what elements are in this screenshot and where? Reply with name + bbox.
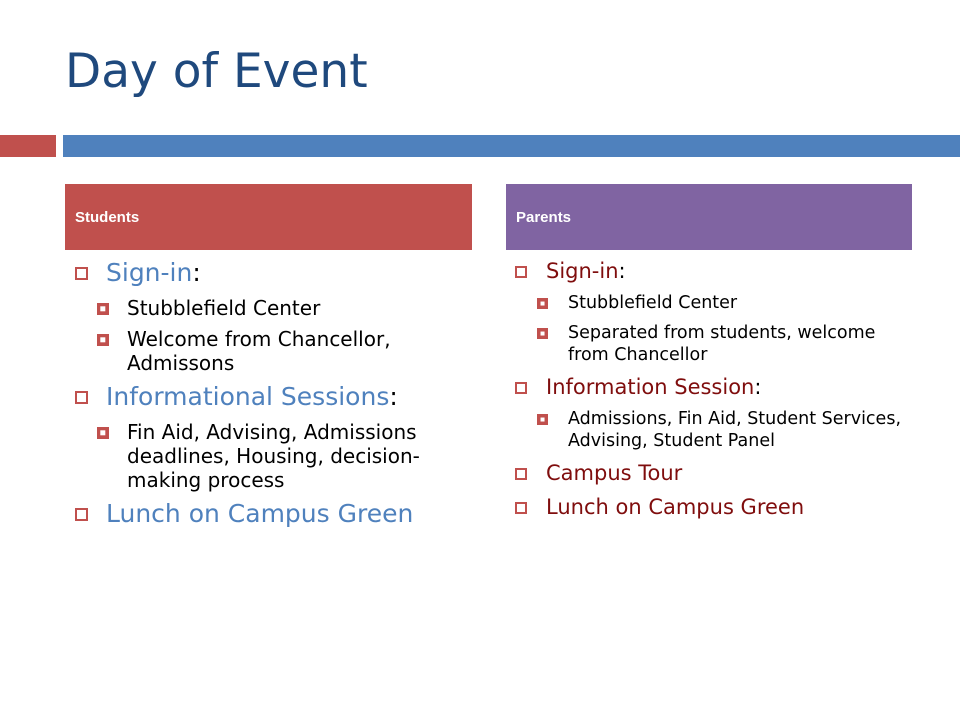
hollow-square-bullet-icon (515, 382, 527, 394)
hollow-square-bullet-icon (515, 468, 527, 480)
item-label: Informational Sessions (106, 382, 390, 411)
filled-square-bullet-icon (537, 328, 548, 339)
item-label: Sign-in (106, 258, 193, 287)
item-label: Lunch on Campus Green (106, 499, 414, 528)
students-column (75, 258, 475, 537)
students-item-sign-in (75, 258, 475, 375)
sub-item: Stubblefield Center (568, 293, 738, 313)
students-item-lunch (75, 499, 475, 529)
students-header-label: Students (75, 208, 140, 226)
hollow-square-bullet-icon (75, 391, 88, 404)
filled-square-bullet-icon (537, 298, 548, 309)
students-header (65, 184, 472, 250)
item-colon: : (618, 259, 626, 283)
item-label: Campus Tour (546, 461, 683, 485)
item-label: Sign-in (546, 259, 619, 283)
sub-item: Fin Aid, Advising, Admissions deadlines, Housing, decision-making process (127, 420, 420, 492)
item-colon: : (754, 375, 762, 399)
parents-item-information-session (515, 374, 915, 452)
sub-item: Welcome from Chancellor, Admissons (127, 327, 391, 375)
filled-square-bullet-icon (97, 427, 109, 439)
parents-item-lunch (515, 494, 915, 520)
item-label: Lunch on Campus Green (546, 495, 805, 519)
hollow-square-bullet-icon (75, 267, 88, 280)
accent-bar-blue (63, 135, 960, 157)
item-label: Information Session (546, 375, 755, 399)
hollow-square-bullet-icon (515, 502, 527, 514)
filled-square-bullet-icon (537, 414, 548, 425)
hollow-square-bullet-icon (515, 266, 527, 278)
item-colon: : (192, 258, 201, 287)
students-item-informational-sessions (75, 382, 475, 492)
filled-square-bullet-icon (97, 303, 109, 315)
filled-square-bullet-icon (97, 334, 109, 346)
sub-item: Admissions, Fin Aid, Student Services, Advising, Student Panel (568, 409, 902, 451)
parents-column (515, 258, 915, 528)
sub-item: Stubblefield Center (127, 296, 321, 320)
slide-title: Day of Event (65, 44, 368, 99)
parents-header (506, 184, 912, 250)
parents-item-sign-in (515, 258, 915, 366)
parents-item-campus-tour (515, 460, 915, 486)
parents-header-label: Parents (516, 208, 572, 226)
item-colon: : (389, 382, 398, 411)
accent-bar-red (0, 135, 56, 157)
sub-item: Separated from students, welcome from Chancellor (568, 323, 876, 365)
hollow-square-bullet-icon (75, 508, 88, 521)
